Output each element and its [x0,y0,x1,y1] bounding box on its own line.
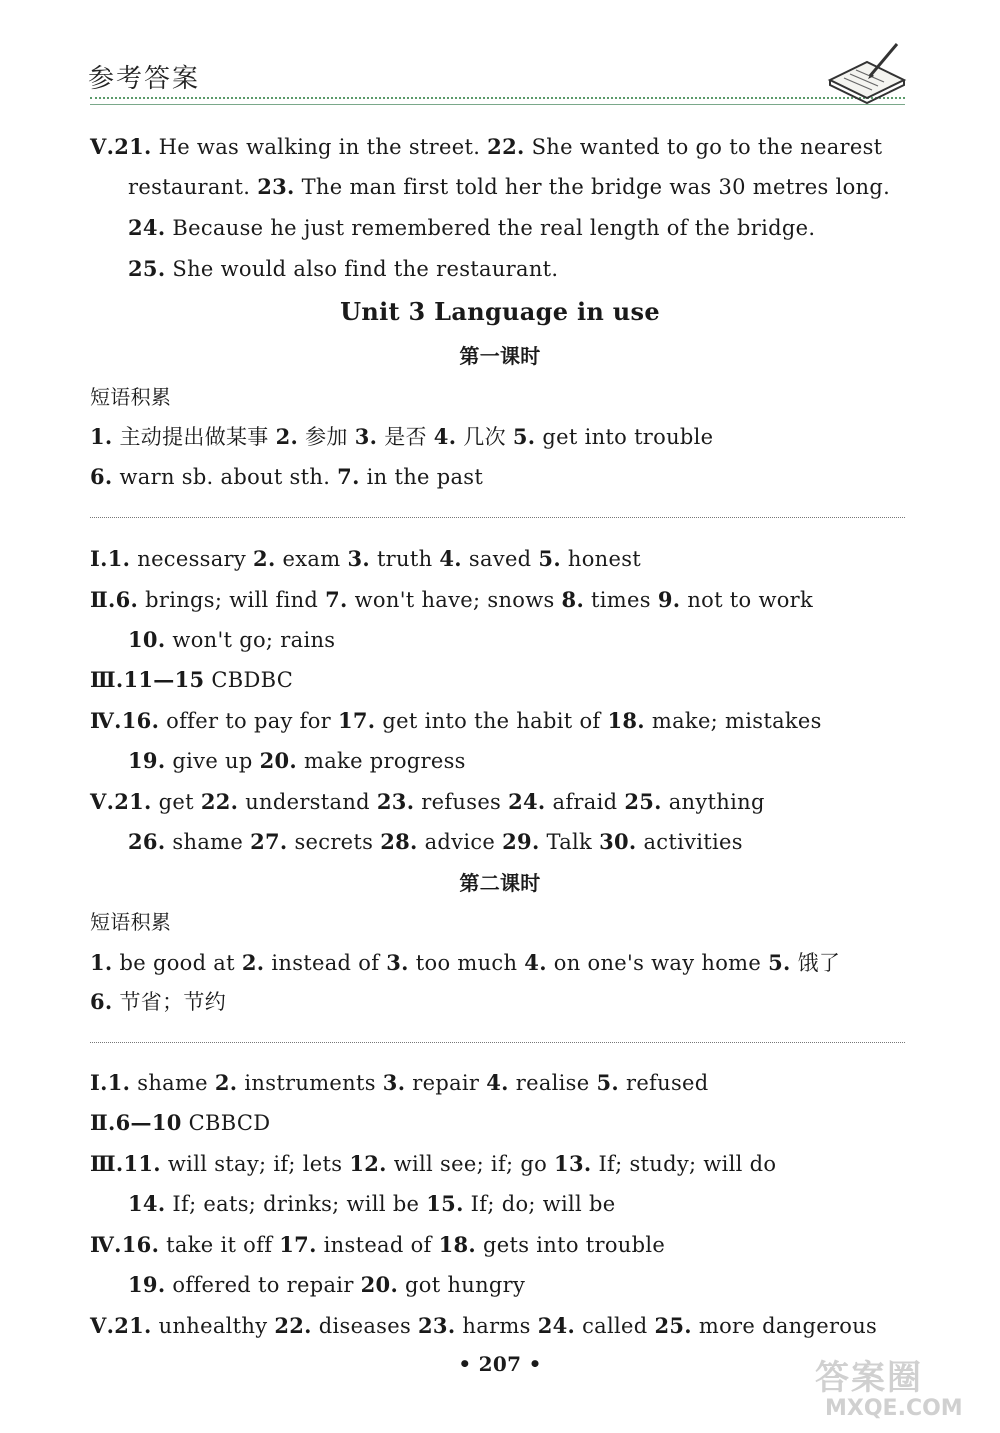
phrase-line: 1. 主动提出做某事 2. 参加 3. 是否 4. 几次 5. get into trouble [90,424,714,449]
section-label: 短语积累 [90,910,172,934]
header-title: 参考答案 [88,64,201,94]
lesson-title: 第二课时 [459,871,541,895]
answer-line: Ⅳ.16. offer to pay for 17. get into the habit of 18. make; mistakes [90,708,822,733]
answer-line: 10. won't go; rains [128,627,336,652]
phrase-line: 6. 节省；节约 [90,989,227,1014]
answer-line: Ⅳ.16. take it off 17. instead of 18. gets into trouble [90,1232,666,1257]
phrase-line: 1. be good at 2. instead of 3. too much 4. on one's way home 5. 饿了 [90,950,841,975]
section-label: 短语积累 [90,385,172,409]
answer-line: Ⅴ.21. get 22. understand 23. refuses 24. afraid 25. anything [90,789,765,814]
answer-line: 19. offered to repair 20. got hungry [128,1272,526,1297]
answer-line: 14. If; eats; drinks; will be 15. If; do; will be [128,1191,616,1216]
answer-line: restaurant. 23. The man first told her the bridge was 30 metres long. [128,174,891,199]
header-dotted-rule [90,97,905,99]
notebook-pen-icon [822,40,912,105]
answer-line: 26. shame 27. secrets 28. advice 29. Talk 30. activities [128,829,743,854]
unit-title: Unit 3 Language in use [340,297,660,326]
answer-line: Ⅰ.1. necessary 2. exam 3. truth 4. saved 5. honest [90,546,642,571]
phrase-line: 6. warn sb. about sth. 7. in the past [90,464,484,489]
answer-line: 24. Because he just remembered the real length of the bridge. [128,215,816,240]
answer-line: Ⅱ.6—10 CBBCD [90,1110,271,1135]
page-header [0,0,1000,110]
section-divider [90,1042,905,1043]
answer-line: 25. She would also find the restaurant. [128,256,559,281]
watermark [795,1350,995,1430]
answer-line: Ⅴ.21. unhealthy 22. diseases 23. harms 24. called 25. more dangerous [90,1313,878,1338]
lesson-title: 第一课时 [459,344,541,368]
answer-line: 19. give up 20. make progress [128,748,466,773]
answer-line: Ⅲ.11. will stay; if; lets 12. will see; if; go 13. If; study; will do [90,1151,777,1176]
watermark-brand: 答案圈 [815,1358,923,1398]
page-number: • 207 • [458,1352,542,1376]
section-divider [90,517,905,518]
answer-line: Ⅱ.6. brings; will find 7. won't have; snows 8. times 9. not to work [90,587,814,612]
answer-line: Ⅴ.21. He was walking in the street. 22. She wanted to go to the nearest [90,134,883,159]
watermark-url: MXQE.COM [825,1396,963,1421]
answer-line: Ⅰ.1. shame 2. instruments 3. repair 4. realise 5. refused [90,1070,709,1095]
header-solid-rule [90,104,905,105]
answer-line: Ⅲ.11—15 CBDBC [90,667,294,692]
